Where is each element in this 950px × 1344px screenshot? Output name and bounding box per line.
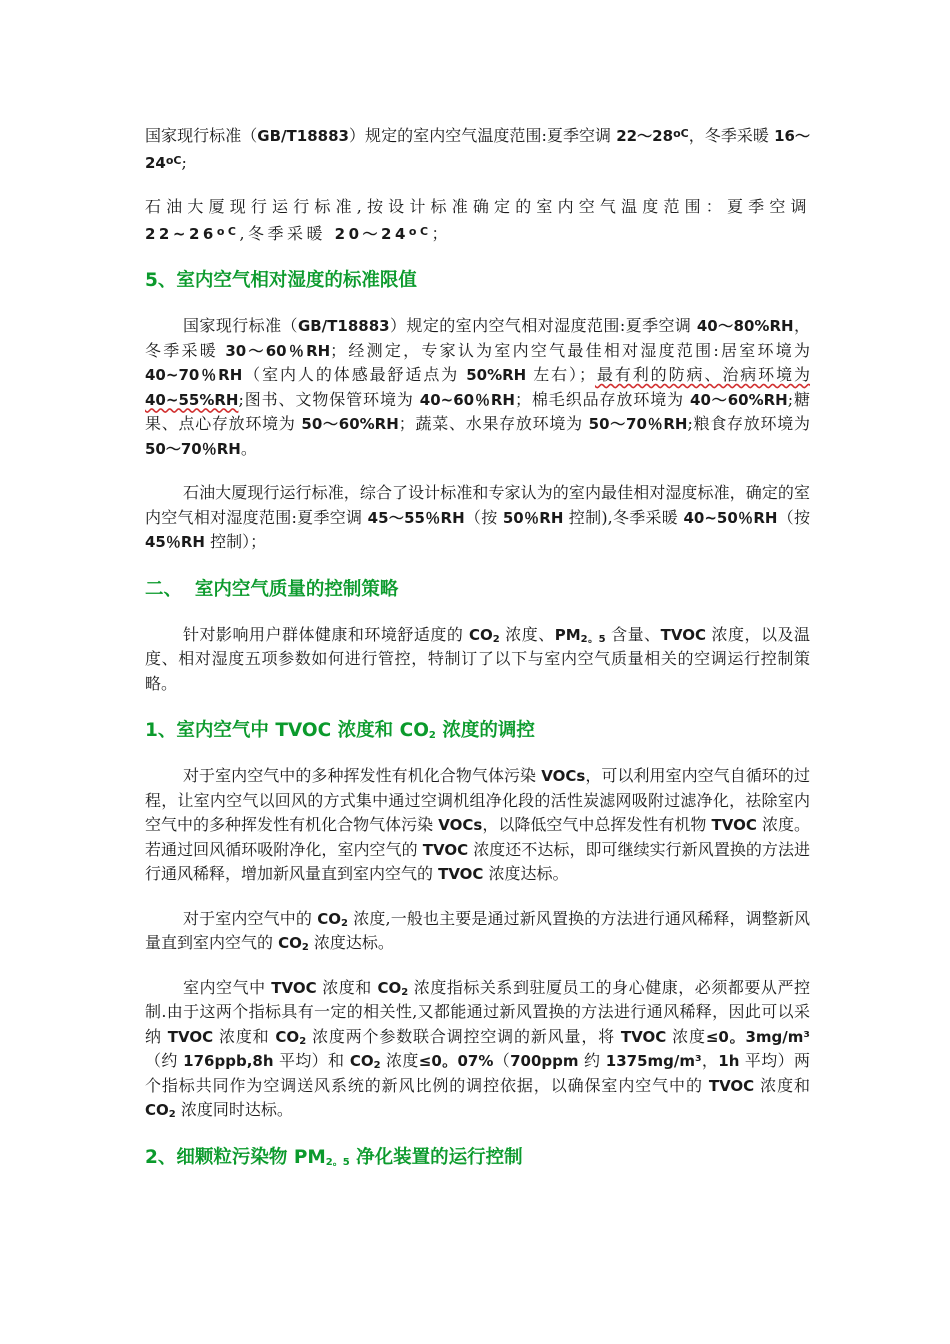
document-page	[145, 122, 810, 1191]
paragraph-co2-control: 对于室内空气中的 $CO_2$ 浓度,一般也主要是通过新风置换的方法进行通风稀释，调整新风量直到室内空气的 $CO_2$ 浓度达标。	[145, 908, 810, 953]
paragraph-humidity-operation: 石油大厦现行运行标准，综合了设计标准和专家认为的室内最佳相对湿度标准，确定的室内空气相对湿度范围:夏季空调 45～55％RH（按 50％RH 控制),冬季采暖 40~50％RH（按 45％RH 控制）；	[145, 483, 810, 551]
heading-humidity-limits: 5、室内空气相对湿度的标准限值	[145, 270, 417, 291]
heading-tvoc-co2-control: 1、室内空气中 TVOC 浓度和 $CO_2$ 浓度的调控	[145, 720, 535, 741]
paragraph-strategy-intro: 针对影响用户群体健康和环境舒适度的 $CO_2$ 浓度、$PM_{2。5}$ 含量、TVOC 浓度，以及温度、相对湿度五项参数如何进行管控，特制订了以下与室内空气质量相关的空调运行控制策略。	[145, 624, 811, 693]
heading-air-quality-strategy: 二、 室内空气质量的控制策略	[145, 578, 399, 600]
paragraph-vocs-control: 对于室内空气中的多种挥发性有机化合物气体污染 VOCs，可以利用室内空气自循环的过程，让室内空气以回风的方式集中通过空调机组净化段的活性炭滤网吸附过滤净化，祛除室内空气中的多种挥发性有机化合物气体污染 VOCs，以降低空气中总挥发性有机物 TVOC 浓度。若通过回风循环吸附净化，室内空气的 TVOC 浓度还不达标，即可继续实行新风置换的方法进行通风稀释，增加新风量直到室内空气的 TVOC 浓度达标。	[145, 766, 811, 883]
spellcheck-underline: 最有利的防病、治病环境为 40~55%RH	[145, 365, 810, 409]
paragraph-joint-control: 室内空气中 TVOC 浓度和 $CO_2$ 浓度指标关系到驻厦员工的身心健康，必须都要从严控制.由于这两个指标具有一定的相关性,又都能通过新风置换的方法进行通风稀释，因此可以采纳 TVOC 浓度和 $CO_2$ 浓度两个参数联合调控空调的新风量，将 TVOC 浓度≤0。3mg/m³（约 176ppb,8h 平均）和 $CO_2$ 浓度≤0。07%（700ppm 约 1375mg/m³，1h 平均）两个指标共同作为空调送风系统的新风比例的调控依据，以确保室内空气中的 TVOC 浓度和 $CO_2$ 浓度同时达标。	[145, 977, 810, 1120]
paragraph-humidity-standard: 国家现行标准（GB/T18883）规定的室内空气相对湿度范围:夏季空调 40～80%RH，冬季采暖 30～60％RH；经测定，专家认为室内空气最佳相对湿度范围:居室环境为 40~70％RH（室内人的体感最舒适点为 50%RH 左右）；最有利的防病、治病环境为 40~55%RH;图书、文物保管环境为 40~60％RH；棉毛织品存放环境为 40～60%RH;糖果、点心存放环境为 50～60%RH；蔬菜、水果存放环境为 50～70％RH;粮食存放环境为 50～70％RH。	[145, 316, 810, 458]
paragraph-temperature-standard: 国家现行标准（GB/T18883）规定的室内空气温度范围:夏季空调 $22\sim 28^{oC}$，冬季采暖 $16\sim 24^{oC}$;	[145, 126, 811, 172]
paragraph-temperature-operation: 石油大厦现行运行标准,按设计标准确定的室内空气温度范围：夏季空调 $22\sim 26^{oC}$,冬季采暖 $20\sim 24^{oC}$；	[145, 197, 810, 243]
heading-pm25-control: 2、细颗粒污染物 $PM_{2。5}$ 净化装置的运行控制	[145, 1146, 523, 1168]
